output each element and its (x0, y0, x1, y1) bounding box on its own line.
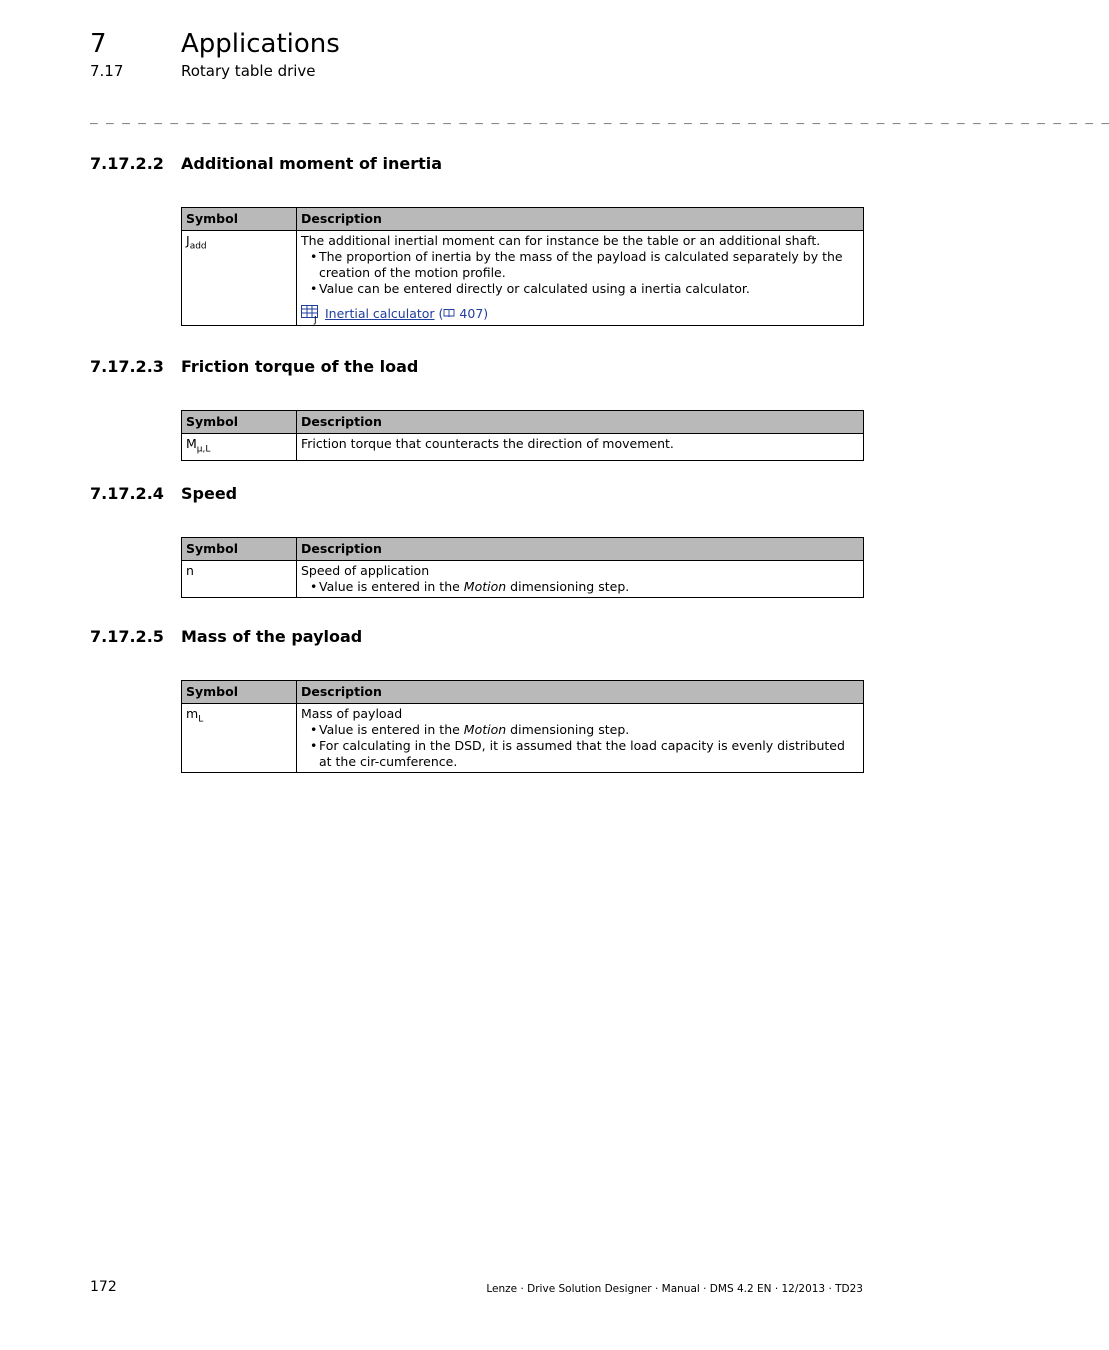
list-item: • Value is entered in the Motion dimensioning step. (319, 722, 859, 738)
page-reference[interactable]: ( 407) (438, 306, 489, 321)
subsection-number: 7.17.2.2 (90, 154, 164, 173)
table-row (182, 704, 864, 773)
symbol-cell: $m_L$ (182, 704, 297, 773)
chapter-number: 7 (90, 29, 107, 59)
description-text: The additional inertial moment can for instance be the table or an additional shaft. (301, 233, 821, 248)
cross-reference (301, 305, 859, 326)
subsection-title: Additional moment of inertia (181, 154, 443, 173)
column-header-symbol: Symbol (182, 538, 297, 561)
description-text: Mass of payload (301, 706, 403, 721)
bullet-list (301, 249, 859, 297)
page-number: 172 (90, 1279, 117, 1295)
table-row (182, 561, 864, 598)
book-icon (443, 308, 455, 318)
symbol-table (181, 537, 864, 598)
footer-text: Lenze · Drive Solution Designer · Manual · DMS 4.2 EN · 12/2013 · TD23 (486, 1283, 863, 1295)
list-item: • For calculating in the DSD, it is assumed that the load capacity is evenly distributed at the cir-cumference. (319, 738, 859, 770)
subsection-title: Mass of the payload (181, 627, 363, 646)
symbol-table (181, 680, 864, 773)
symbol-cell: $M_{\mu,L}$ (182, 434, 297, 461)
subsection-number: 7.17.2.5 (90, 627, 164, 646)
symbol-cell: $J_{add}$ (182, 231, 297, 326)
symbol-table (181, 207, 864, 326)
description-text: Speed of application (301, 563, 430, 578)
subsection-number: 7.17.2.3 (90, 357, 164, 376)
subsection-title: Friction torque of the load (181, 357, 419, 376)
list-item: • Value can be entered directly or calculated using a inertia calculator. (319, 281, 859, 297)
table-row (182, 231, 864, 326)
section-title: Rotary table drive (181, 62, 316, 80)
symbol-table (181, 410, 864, 461)
column-header-symbol: Symbol (182, 681, 297, 704)
subsection-title: Speed (181, 484, 238, 503)
list-item: • Value is entered in the Motion dimensioning step. (319, 579, 859, 595)
symbol-cell: n (182, 561, 297, 598)
chapter-title: Applications (181, 29, 340, 59)
column-header-description: Description (297, 681, 864, 704)
table-row (182, 434, 864, 461)
column-header-symbol: Symbol (182, 208, 297, 231)
description-cell (297, 231, 864, 326)
calculator-icon (301, 305, 321, 326)
svg-text:J: J (314, 315, 317, 326)
bullet-list (301, 579, 859, 595)
column-header-description: Description (297, 411, 864, 434)
header-divider: _ _ _ _ _ _ _ _ _ _ _ _ _ _ _ _ _ _ _ _ _ _ _ _ _ _ _ _ _ _ _ _ _ _ _ _ _ _ _ _ _ _ _ _ _ _ _ _ _ _ _ _ _ _ _ _ _ _ _ _ _ _ _ _ (90, 110, 1109, 125)
subsection-number: 7.17.2.4 (90, 484, 164, 503)
column-header-symbol: Symbol (182, 411, 297, 434)
bullet-list (301, 722, 859, 770)
list-item: • The proportion of inertia by the mass of the payload is calculated separately by the creation of the motion profile. (319, 249, 859, 281)
column-header-description: Description (297, 538, 864, 561)
description-cell: Friction torque that counteracts the direction of movement. (297, 434, 864, 461)
description-cell (297, 704, 864, 773)
column-header-description: Description (297, 208, 864, 231)
section-number: 7.17 (90, 62, 124, 80)
description-cell (297, 561, 864, 598)
inertial-calculator-link[interactable]: Inertial calculator (325, 306, 435, 321)
